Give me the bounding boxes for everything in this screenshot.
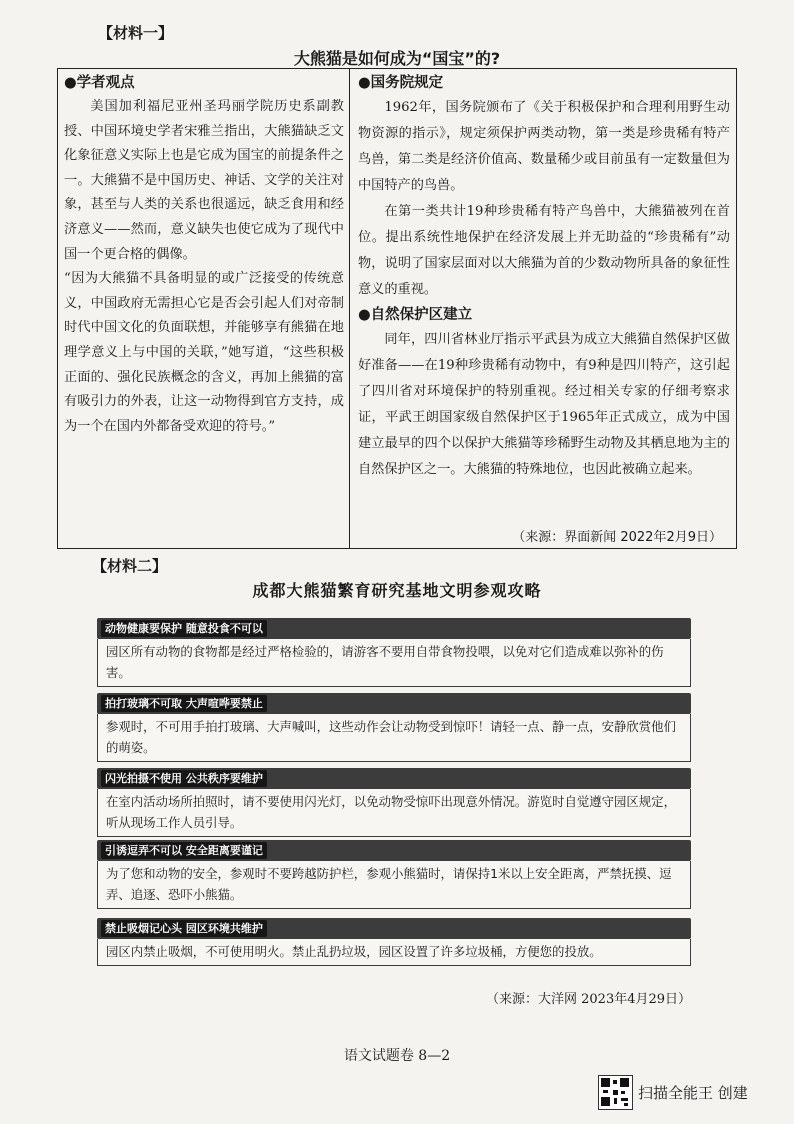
scholar-view-paragraph-1: 美国加利福尼亚州圣玛丽学院历史系副教授、中国环境史学者宋雅兰指出，大熊猫缺乏文化象征意义实际上也是它成为国宝的前提条件之一。大熊猫不是中国历史、神话、文学的关注对象，甚至与人类的关系也很遥远，缺乏食用和经济意义——然而，意义缺失也使它成为了现代中国一个更合格的偶像。: [64, 99, 344, 262]
tip-tag: 闪光拍摄不使用 公共秩序要维护: [101, 770, 267, 787]
tip-tag: 拍打玻璃不可取 大声喧哗要禁止: [101, 695, 267, 712]
material2-title: 成都大熊猫繁育研究基地文明参观攻略: [252, 581, 542, 600]
state-council-heading: ●国务院规定: [358, 75, 444, 91]
tip-header-bar: [97, 768, 691, 789]
qr-code-icon: [598, 1075, 633, 1110]
material2-label: 【材料二】: [92, 557, 168, 575]
tip-card: [97, 918, 691, 966]
tip-header-bar: [97, 618, 691, 639]
tip-card: [97, 618, 691, 687]
tip-tag: 引诱逗弄不可以 安全距离要谨记: [101, 842, 267, 859]
column-divider: [349, 69, 350, 548]
tip-card: [97, 693, 691, 762]
material1-label: 【材料一】: [98, 24, 174, 42]
tip-card: [97, 768, 691, 837]
tip-text: 在室内活动场所拍照时，请不要使用闪光灯，以免动物受惊吓出现意外情况。游览时自觉遵守园区规定，听从现场工作人员引导。: [97, 789, 691, 837]
tip-header-bar: [97, 693, 691, 714]
policy-column: [358, 71, 730, 483]
tip-tag: 动物健康要保护 随意投食不可以: [101, 620, 267, 637]
scholar-view-heading: ●学者观点: [64, 75, 135, 91]
material1-title: 大熊猫是如何成为“国宝”的?: [293, 49, 501, 68]
scholar-view-paragraph-2: “因为大熊猫不具备明显的或广泛接受的传统意义，中国政府无需担心它是否会引起人们对帝制时代中国文化的负面联想，并能够享有熊猫在地理学意义上与中国的关联，”她写道，“这些积极正面的、强化民族概念的含义，再加上熊猫的富有吸引力的外表，让这一动物得到官方支持，成为一个在国内外都备受欢迎的符号。”: [64, 271, 344, 434]
tip-header-bar: [97, 840, 691, 861]
tip-tag: 禁止吸烟记心头 园区环境共维护: [101, 920, 267, 937]
material2-source: （来源：大洋网 2023年4月29日）: [486, 992, 692, 1007]
material1-table: [57, 68, 737, 549]
tip-text: 园区内禁止吸烟，不可使用明火。禁止乱扔垃圾，园区设置了许多垃圾桶，方便您的投放。: [97, 939, 691, 966]
tip-text: 为了您和动物的安全，参观时不要跨越防护栏，参观小熊猫时，请保持1米以上安全距离，严禁抚摸、逗弄、追逐、恐吓小熊猫。: [97, 861, 691, 909]
nature-reserve-heading: ●自然保护区建立: [358, 307, 473, 323]
page-footer: 语文试题卷 8—2: [343, 1048, 451, 1064]
tip-text: 园区所有动物的食物都是经过严格检验的，请游客不要用自带食物投喂，以免对它们造成难以弥补的伤害。: [97, 639, 691, 687]
watermark-text: 扫描全能王 创建: [638, 1084, 748, 1102]
tip-card: [97, 840, 691, 909]
material1-source: （来源：界面新闻 2022年2月9日）: [512, 530, 722, 545]
tip-text: 参观时，不可用手拍打玻璃、大声喊叫，这些动作会让动物受到惊吓！请轻一点、静一点，安静欣赏他们的萌姿。: [97, 714, 691, 762]
scholar-view-column: [64, 71, 344, 439]
state-council-paragraph-1: 1962年，国务院颁布了《关于积极保护和合理利用野生动物资源的指示》，规定须保护两类动物，第一类是珍贵稀有特产鸟兽，第二类是经济价值高、数量稀少或目前虽有一定数量但为中国特产的鸟兽。: [358, 100, 730, 193]
nature-reserve-paragraph: 同年，四川省林业厅指示平武县为成立大熊猫自然保护区做好准备——在19种珍贵稀有动物中，有9种是四川特产，这引起了四川省对环境保护的特别重视。经过相关专家的仔细考察求证，平武王朗国家级自然保护区于1965年正式成立，成为中国建立最早的四个以保护大熊猫等珍稀野生动物及其栖息地为主的自然保护区之一。大熊猫的特殊地位，也因此被确立起来。: [358, 332, 730, 477]
state-council-paragraph-2: 在第一类共计19种珍贵稀有特产鸟兽中，大熊猫被列在首位。提出系统性地保护在经济发展上并无助益的“珍贵稀有”动物，说明了国家层面对以大熊猫为首的少数动物所具备的象征性意义的重视。: [358, 204, 730, 297]
tip-header-bar: [97, 918, 691, 939]
